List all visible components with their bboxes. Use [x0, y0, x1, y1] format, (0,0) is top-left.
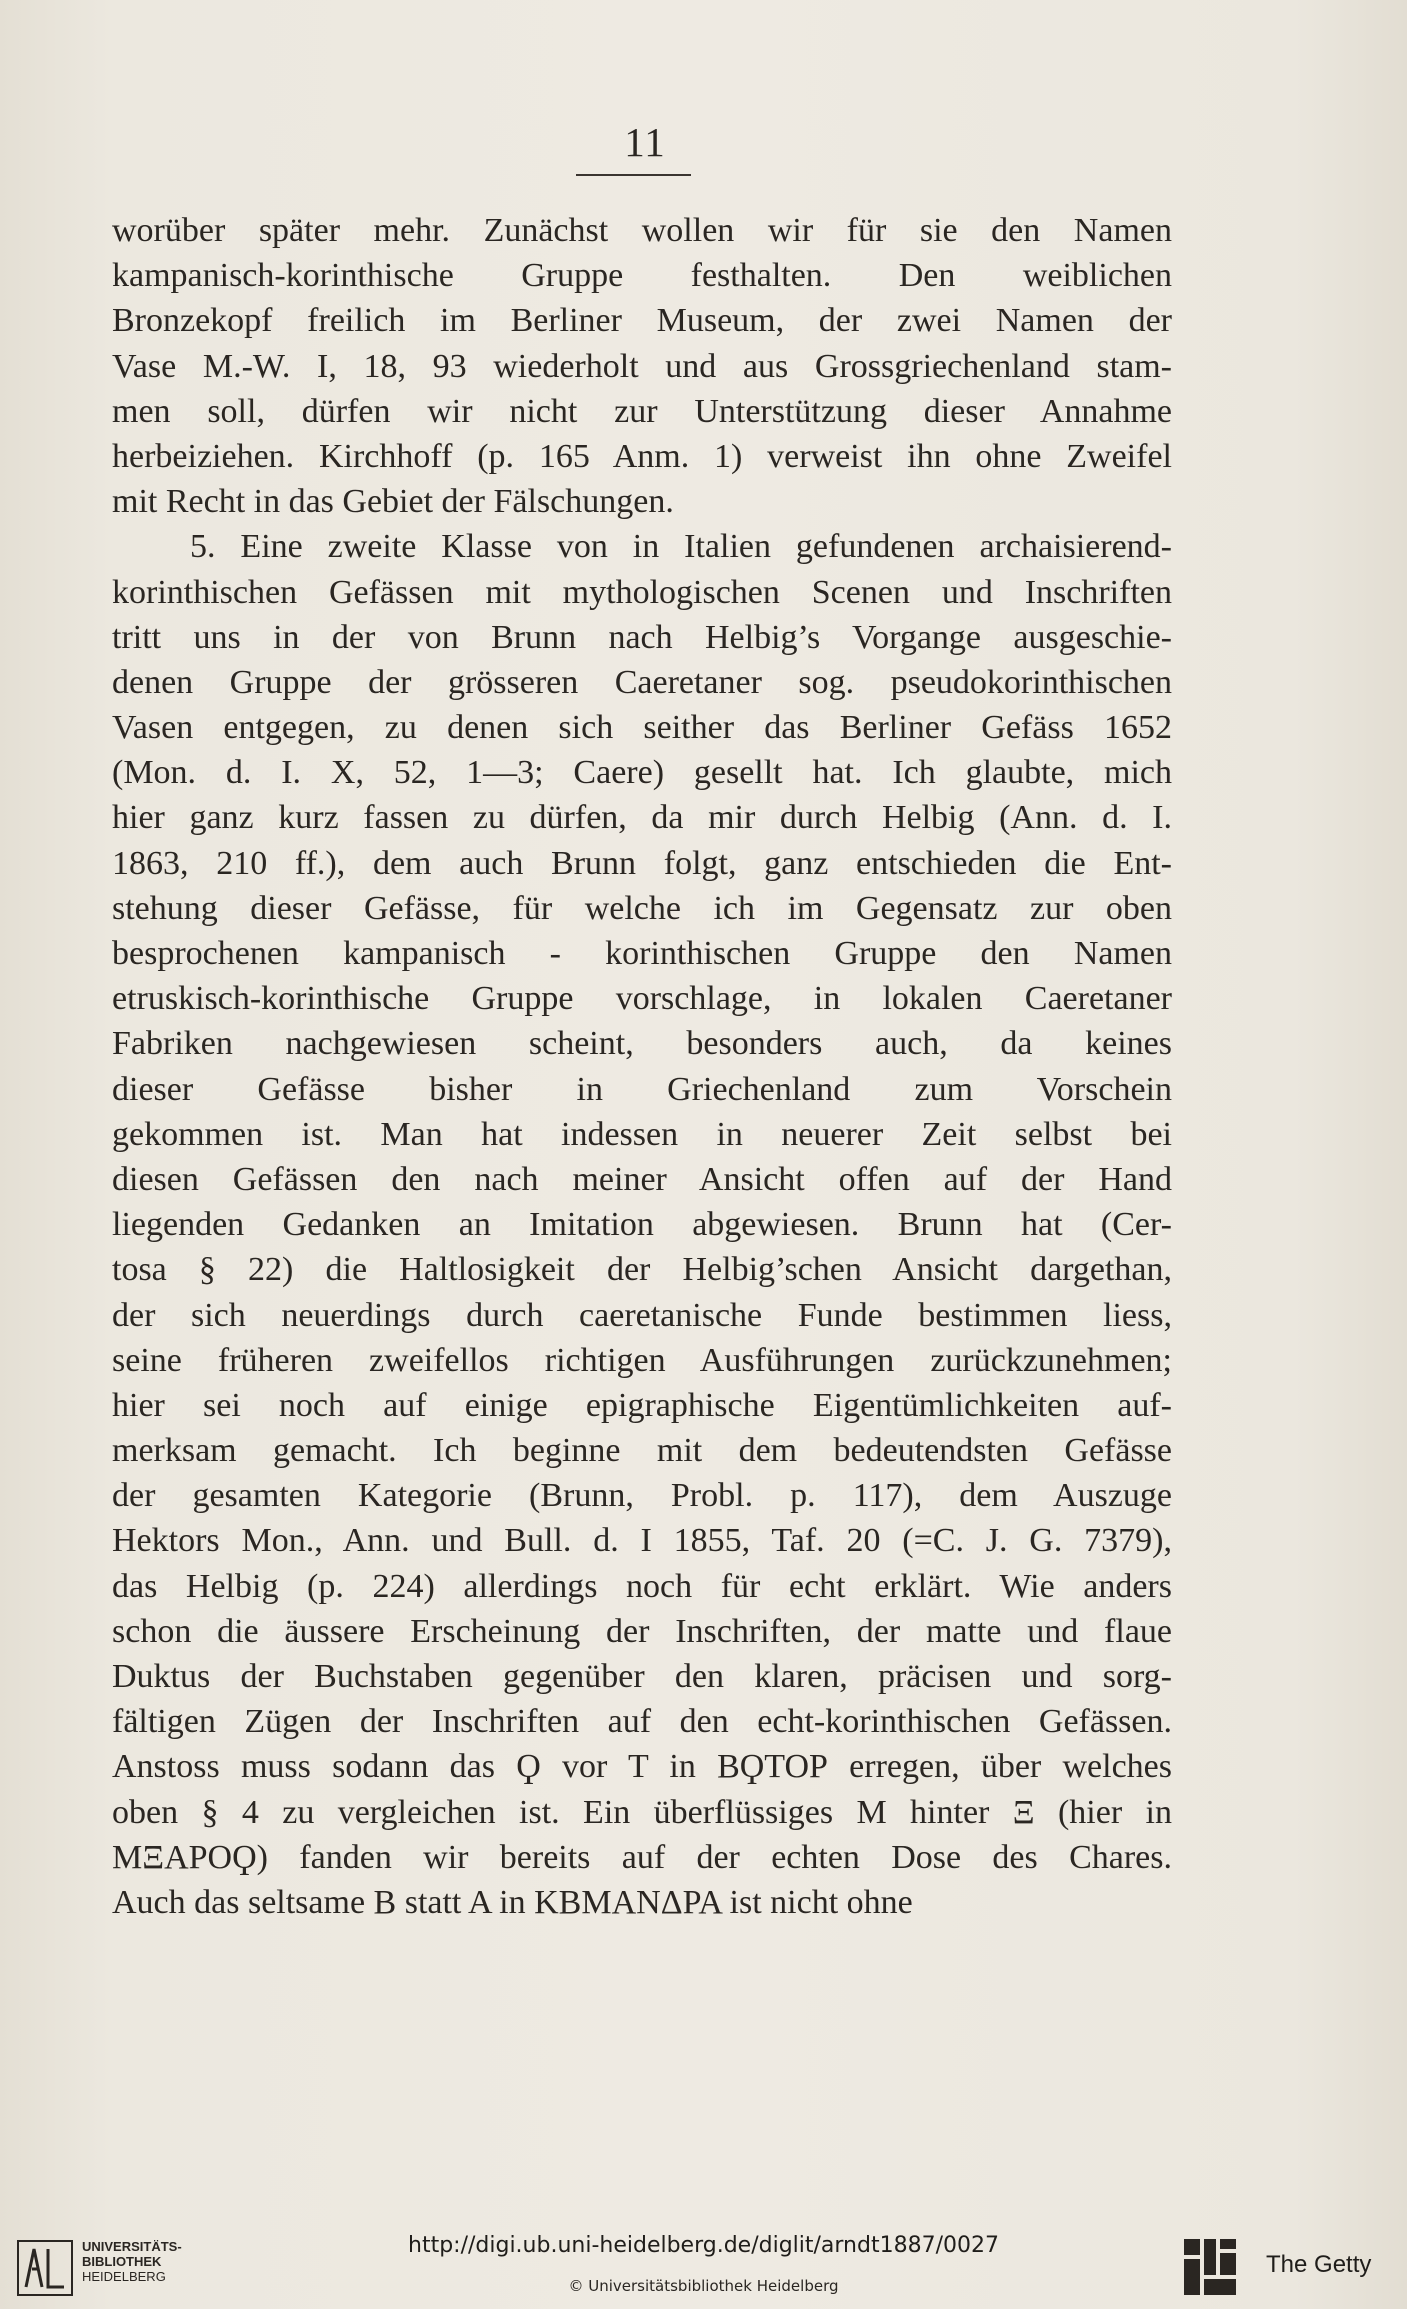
text-line: Vase M.-W. I, 18, 93 wiederholt und aus Grossgriechenland stam- [112, 347, 1172, 385]
library-name-line-2: BIBLIOTHEK [82, 2254, 162, 2269]
text-line: Anstoss muss sodann das Ϙ vor T in ΒϘΤΟΡ erregen, über welches [112, 1748, 1172, 1786]
getty-logo-icon [1180, 2235, 1240, 2299]
text-line: dieser Gefässe bisher in Griechenland zum Vorschein [112, 1070, 1172, 1108]
text-line: tritt uns in der von Brunn nach Helbig’s Vorgange ausgeschie- [112, 618, 1172, 656]
text-line: (Mon. d. I. X, 52, 1—3; Caere) gesellt hat. Ich glaubte, mich [112, 754, 1172, 792]
page-number-rule [576, 174, 691, 176]
text-line: das Helbig (p. 224) allerdings noch für echt erklärt. Wie anders [112, 1567, 1172, 1605]
text-line: men soll, dürfen wir nicht zur Unterstützung dieser Annahme [112, 392, 1172, 430]
text-line: hier sei noch auf einige epigraphische Eigentümlichkeiten auf- [112, 1386, 1172, 1424]
text-line: Vasen entgegen, zu denen sich seither das Berliner Gefäss 1652 [112, 709, 1172, 747]
text-line: fältigen Zügen der Inschriften auf den echt-korinthischen Gefässen. [112, 1703, 1172, 1741]
text-line: der gesamten Kategorie (Brunn, Probl. p. 117), dem Auszuge [112, 1477, 1172, 1515]
text-line: Bronzekopf freilich im Berliner Museum, der zwei Namen der [112, 302, 1172, 340]
page-number: 11 [624, 119, 666, 165]
text-line: denen Gruppe der grösseren Caeretaner sog. pseudokorinthischen [112, 663, 1172, 701]
text-line: liegenden Gedanken an Imitation abgewiesen. Brunn hat (Cer- [112, 1206, 1172, 1244]
text-line: Hektors Mon., Ann. und Bull. d. I 1855, Taf. 20 (=C. J. G. 7379), [112, 1522, 1172, 1560]
text-line: herbeiziehen. Kirchhoff (p. 165 Anm. 1) verweist ihn ohne Zweifel [112, 437, 1172, 475]
text-line: 5. Eine zweite Klasse von in Italien gefundenen archaisierend- [190, 528, 1172, 566]
text-line: oben § 4 zu vergleichen ist. Ein überflüssiges M hinter Ξ (hier in [112, 1793, 1172, 1831]
body-text [112, 208, 1172, 1925]
text-line: tosa § 22) die Haltlosigkeit der Helbig’schen Ansicht dargethan, [112, 1251, 1172, 1289]
text-line: etruskisch-korinthische Gruppe vorschlage, in lokalen Caeretaner [112, 980, 1172, 1018]
text-line: kampanisch-korinthische Gruppe festhalten. Den weiblichen [112, 257, 1172, 295]
text-line: besprochenen kampanisch - korinthischen Gruppe den Namen [112, 935, 1172, 972]
text-line: gekommen ist. Man hat indessen in neuerer Zeit selbst bei [112, 1115, 1172, 1153]
text-line: Fabriken nachgewiesen scheint, besonders auch, da keines [112, 1025, 1172, 1063]
text-line: ΜΞΑΡΟϘ) fanden wir bereits auf der echten Dose des Chares. [112, 1838, 1172, 1876]
text-line: Auch das seltsame Β statt A in ΚΒΜΑΝΔΡΑ ist nicht ohne [112, 1883, 913, 1921]
text-line: 1863, 210 ff.), dem auch Brunn folgt, ganz entschieden die Ent- [112, 844, 1172, 882]
digital-library-url[interactable]: http://digi.ub.uni-heidelberg.de/diglit/arndt1887/0027 [408, 2233, 999, 2258]
text-line: mit Recht in das Gebiet der Fälschungen. [112, 483, 674, 521]
text-line: schon die äussere Erscheinung der Inschriften, der matte und flaue [112, 1612, 1172, 1650]
library-name-line-3: HEIDELBERG [82, 2269, 166, 2284]
copyright-notice: © Universitätsbibliothek Heidelberg [568, 2277, 839, 2295]
text-line: merksam gemacht. Ich beginne mit dem bedeutendsten Gefässe [112, 1432, 1172, 1470]
text-line: stehung dieser Gefässe, für welche ich im Gegensatz zur oben [112, 889, 1172, 927]
library-name-line-1: UNIVERSITÄTS- [82, 2239, 182, 2254]
text-line: der sich neuerdings durch caeretanische Funde bestimmen liess, [112, 1296, 1172, 1334]
text-line: hier ganz kurz fassen zu dürfen, da mir durch Helbig (Ann. d. I. [112, 799, 1172, 837]
text-line: Duktus der Buchstaben gegenüber den klaren, präcisen und sorg- [112, 1658, 1172, 1695]
footer-bar [0, 2225, 1407, 2309]
text-line: diesen Gefässen den nach meiner Ansicht offen auf der Hand [112, 1160, 1172, 1198]
text-line: worüber später mehr. Zunächst wollen wir für sie den Namen [112, 212, 1172, 249]
getty-label: The Getty [1266, 2251, 1372, 2278]
text-line: seine früheren zweifellos richtigen Ausführungen zurückzunehmen; [112, 1341, 1172, 1379]
text-line: korinthischen Gefässen mit mythologischen Scenen und Inschriften [112, 573, 1172, 611]
